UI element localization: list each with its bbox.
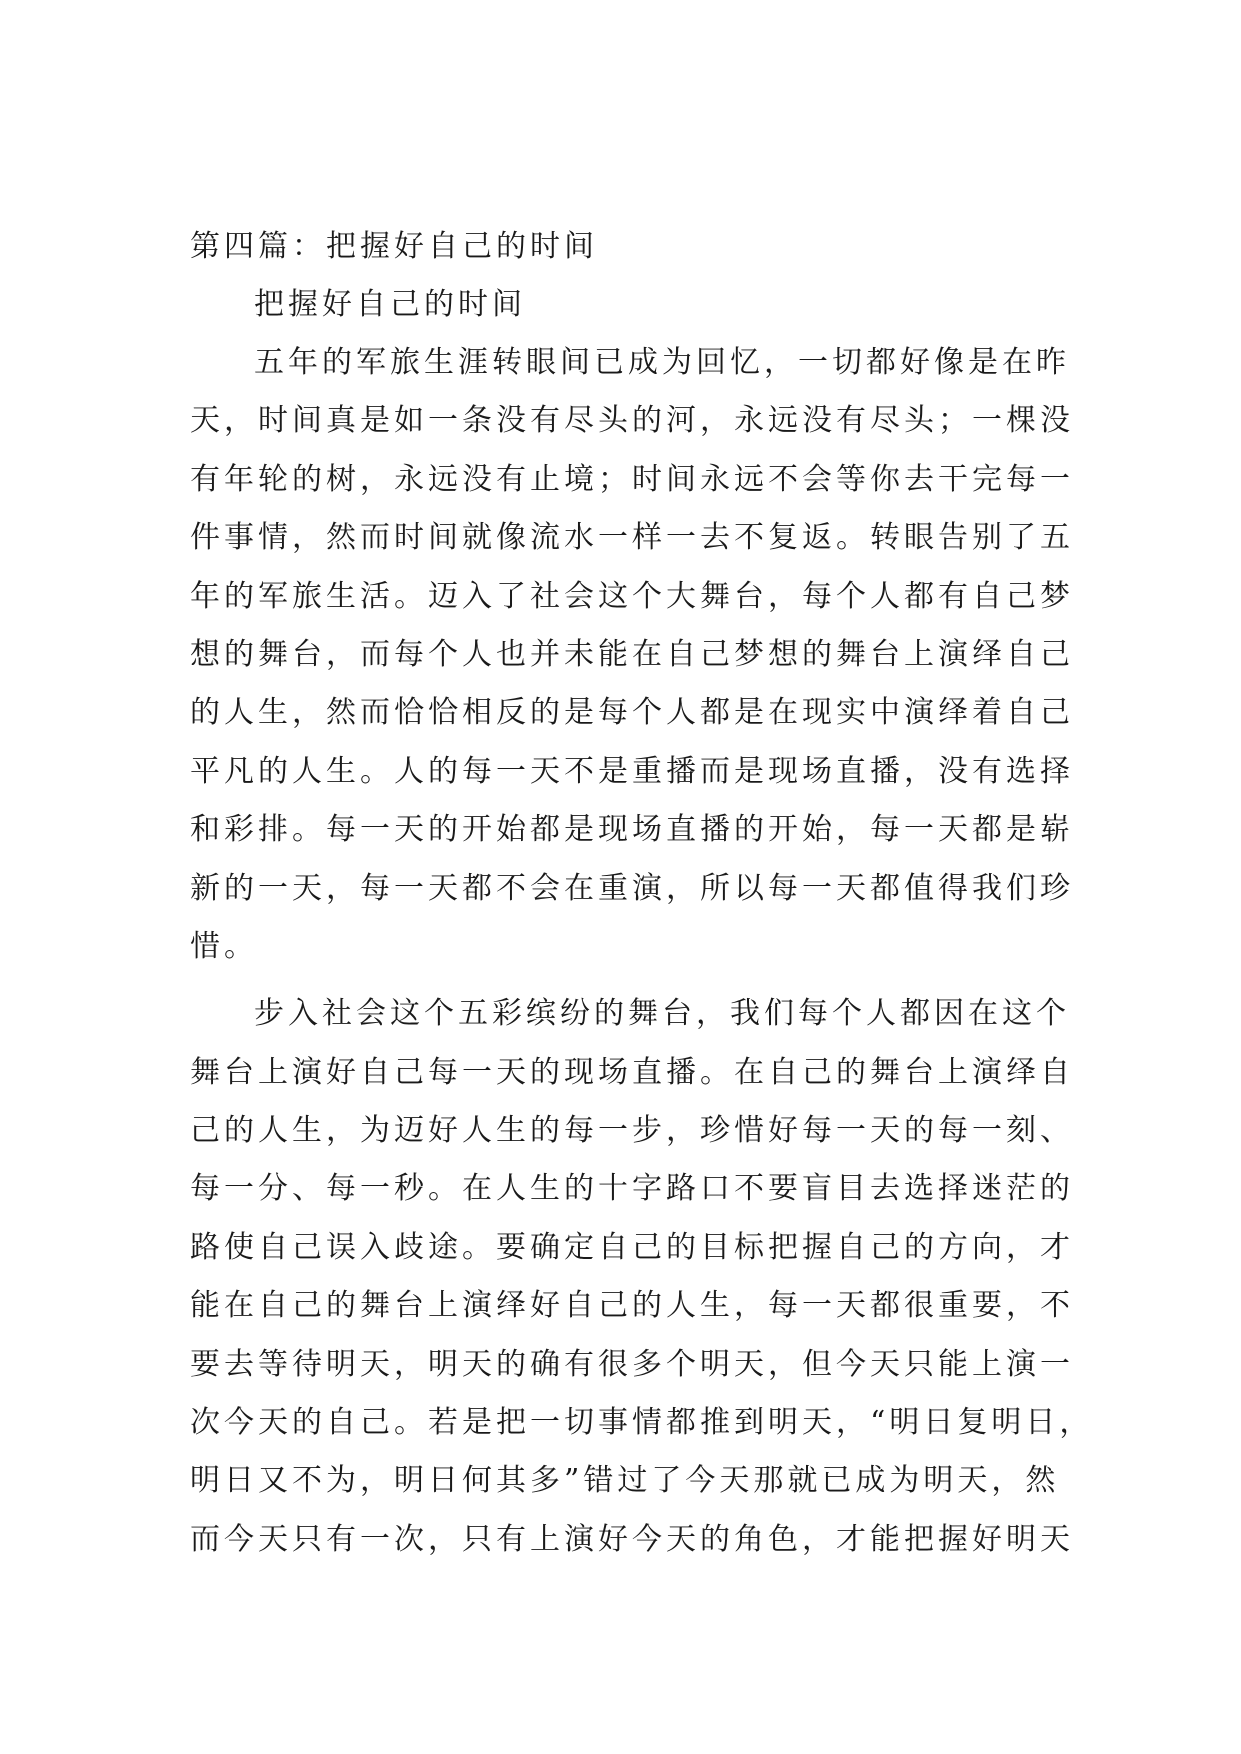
paragraph-line: 而今天只有一次，只有上演好今天的角色，才能把握好明天 (190, 1521, 1074, 1557)
paragraph-line: 己的人生，为迈好人生的每一步，珍惜好每一天的每一刻、 (190, 1113, 1074, 1149)
paragraph-line: 的人生，然而恰恰相反的是每个人都是在现实中演绎着自己 (190, 695, 1074, 731)
paragraph-line: 想的舞台，而每个人也并未能在自己梦想的舞台上演绎自己 (190, 636, 1074, 672)
paragraph-line: 平凡的人生。人的每一天不是重播而是现场直播，没有选择 (190, 753, 1074, 789)
paragraph-line: 每一分、每一秒。在人生的十字路口不要盲目去选择迷茫的 (190, 1171, 1074, 1207)
paragraph-line: 要去等待明天，明天的确有很多个明天，但今天只能上演一 (190, 1346, 1074, 1382)
document-heading: 第四篇：把握好自己的时间 (190, 229, 598, 264)
paragraph-1 (190, 334, 1074, 976)
paragraph-line: 能在自己的舞台上演绎好自己的人生，每一天都很重要，不 (190, 1288, 1074, 1324)
paragraph-line: 五年的军旅生涯转眼间已成为回忆，一切都好像是在昨 (254, 345, 1070, 380)
paragraph-line: 次今天的自己。若是把一切事情都推到明天，“明日复明日， (190, 1405, 1094, 1441)
paragraph-line: 件事情，然而时间就像流水一样一去不复返。转眼告别了五 (190, 520, 1074, 556)
paragraph-line: 明日又不为，明日何其多”错过了今天那就已成为明天，然 (190, 1463, 1060, 1499)
paragraph-2 (190, 985, 1094, 1569)
document-page (190, 218, 1094, 1569)
paragraph-line: 路使自己误入歧途。要确定自己的目标把握自己的方向，才 (190, 1229, 1074, 1265)
paragraph-line: 惜。 (190, 928, 258, 964)
paragraph-line: 舞台上演好自己每一天的现场直播。在自己的舞台上演绎自 (190, 1054, 1074, 1090)
paragraph-line: 年的军旅生活。迈入了社会这个大舞台，每个人都有自己梦 (190, 578, 1074, 614)
paragraph-line: 新的一天，每一天都不会在重演，所以每一天都值得我们珍 (190, 870, 1074, 906)
document-subheading: 把握好自己的时间 (254, 287, 526, 322)
paragraph-line: 和彩排。每一天的开始都是现场直播的开始，每一天都是崭 (190, 812, 1074, 848)
paragraph-line: 有年轮的树，永远没有止境；时间永远不会等你去干完每一 (190, 461, 1074, 497)
paragraph-line: 步入社会这个五彩缤纷的舞台，我们每个人都因在这个 (254, 996, 1070, 1032)
paragraph-line: 天，时间真是如一条没有尽头的河，永远没有尽头；一棵没 (190, 403, 1074, 439)
